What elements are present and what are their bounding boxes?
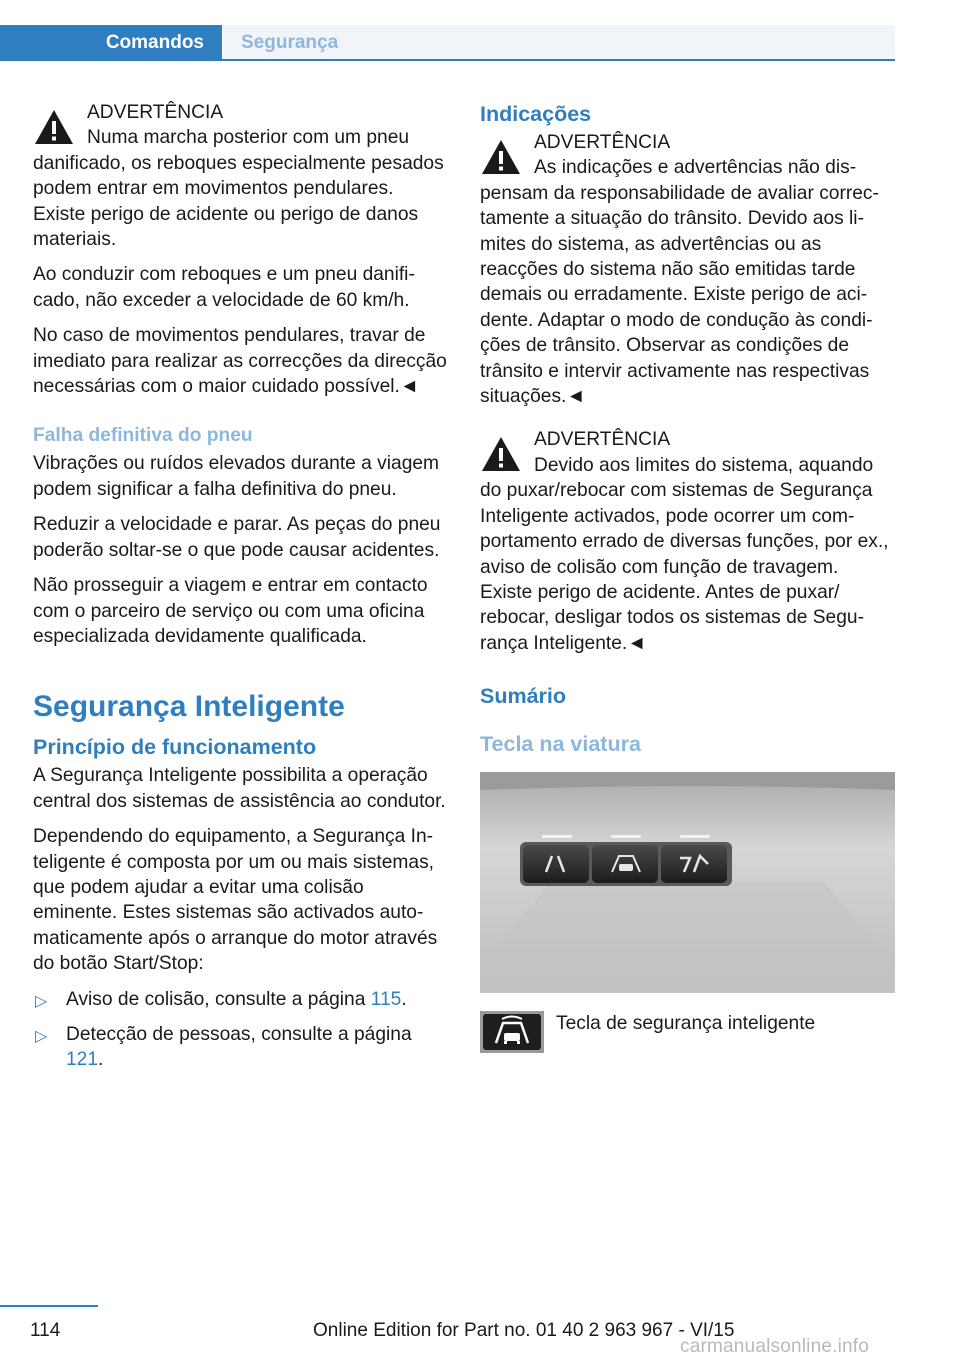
warning-triangle-icon: [480, 138, 522, 176]
warning-text: As indicações e advertências não dispensam da responsabilidade de avaliar correctamente a situação do trânsito. Devido aos limites do sistema, as advertências ou as reacções do sistema não são emitidas tarde demais ou erradamente. Existe perigo de acidente. Adaptar o modo de condução às condições de trânsito. Observar as condições de trânsito e intervir activamente nas respectivas situações.◄: [480, 157, 879, 408]
left-column: [33, 100, 451, 1083]
button-caption: Tecla de segurança inteligente: [556, 1013, 816, 1035]
page-number: 114: [30, 1320, 61, 1341]
heading-summary: Sumário: [480, 684, 567, 709]
warning-text: Devido aos limites do sistema, aquando do puxar/rebocar com sistemas de Segurança Inteligente activados, pode ocorrer um comportamento errado de diversas funções, por ex., aviso de colisão com função de travagem. Existe perigo de acidente. Antes de puxar/ rebocar, desligar todos os sistemas de Segurança Inteligente.◄: [480, 454, 889, 654]
edition-note: Online Edition for Part no. 01 40 2 963 967 - VI/15: [313, 1320, 735, 1341]
warning-title: ADVERTÊNCIA: [87, 102, 224, 123]
safety-button-icon: [480, 1011, 544, 1053]
heading-indications: Indicações: [480, 102, 592, 126]
warning-triangle-icon: [33, 108, 75, 146]
paragraph: Vibrações ou ruídos elevados durante a viagem podem significar a falha definitiva do pneu.: [33, 453, 440, 500]
warning-triangle-icon: [480, 435, 522, 473]
list-item: ▷ Detecção de pessoas, consulte a página 121.: [35, 1023, 412, 1071]
warning-box-limits: [480, 130, 895, 409]
header-rule: [0, 59, 895, 61]
list-item: ▷ Aviso de colisão, consulte a página 115.: [33, 987, 451, 1012]
warning-text: No caso de movimentos pendulares, travar de imediato para realizar as correcções da direcção necessárias com o maior cuidado possível.◄: [33, 325, 447, 398]
footer-rule: [0, 1305, 98, 1307]
page-link-121[interactable]: 121: [66, 1049, 99, 1071]
paragraph: Reduzir a velocidade e parar. As peças do pneu poderão soltar-se o que pode causar acidentes.: [33, 514, 441, 561]
warning-text: Ao conduzir com reboques e um pneu danificado, não exceder a velocidade de 60 km/h.: [33, 264, 415, 311]
warning-box-towing: [33, 100, 451, 399]
heading-key-in-vehicle: Tecla na viatura: [480, 732, 641, 757]
heading-principle: Princípio de funcionamento: [33, 735, 317, 760]
bullet-triangle-icon: ▷: [35, 1027, 48, 1045]
right-column: [480, 100, 895, 1053]
button-description: [480, 1011, 895, 1053]
paragraph: Dependendo do equipamento, a Segurança Inteligente é composta por um ou mais sistemas, que podem ajudar a evitar uma colisão eminente. Estes sistemas são activados automaticamente após o arranque do motor através do botão Start/Stop:: [33, 826, 438, 975]
page-header: [0, 0, 960, 62]
warning-text: Numa marcha posterior com um pneu danificado, os reboques especialmente pesados podem entrar em movimentos pendulares. Existe perigo de acidente ou perigo de danos materiais.: [33, 127, 444, 251]
watermark: carmanualsonline.info: [680, 1336, 870, 1357]
system-list: [33, 987, 451, 1073]
warning-title: ADVERTÊNCIA: [534, 429, 671, 451]
section-title: Segurança Inteligente: [33, 690, 345, 724]
button-panel-photo: [480, 772, 895, 993]
paragraph: Não prosseguir a viagem e entrar em contacto com o parceiro de serviço ou com uma oficina especializada devidamente qualificada.: [33, 575, 428, 647]
bullet-triangle-icon: ▷: [35, 992, 48, 1010]
warning-title: ADVERTÊNCIA: [534, 132, 671, 153]
page-link-115[interactable]: 115: [370, 988, 402, 1010]
warning-box-towing-systems: [480, 427, 895, 656]
chapter-tab-inactive: Segurança: [223, 25, 895, 61]
paragraph: A Segurança Inteligente possibilita a operação central dos sistemas de assistência ao condutor.: [33, 765, 446, 812]
chapter-tab-active: Comandos: [0, 25, 222, 61]
heading-tire-failure: Falha definitiva do pneu: [33, 425, 253, 447]
